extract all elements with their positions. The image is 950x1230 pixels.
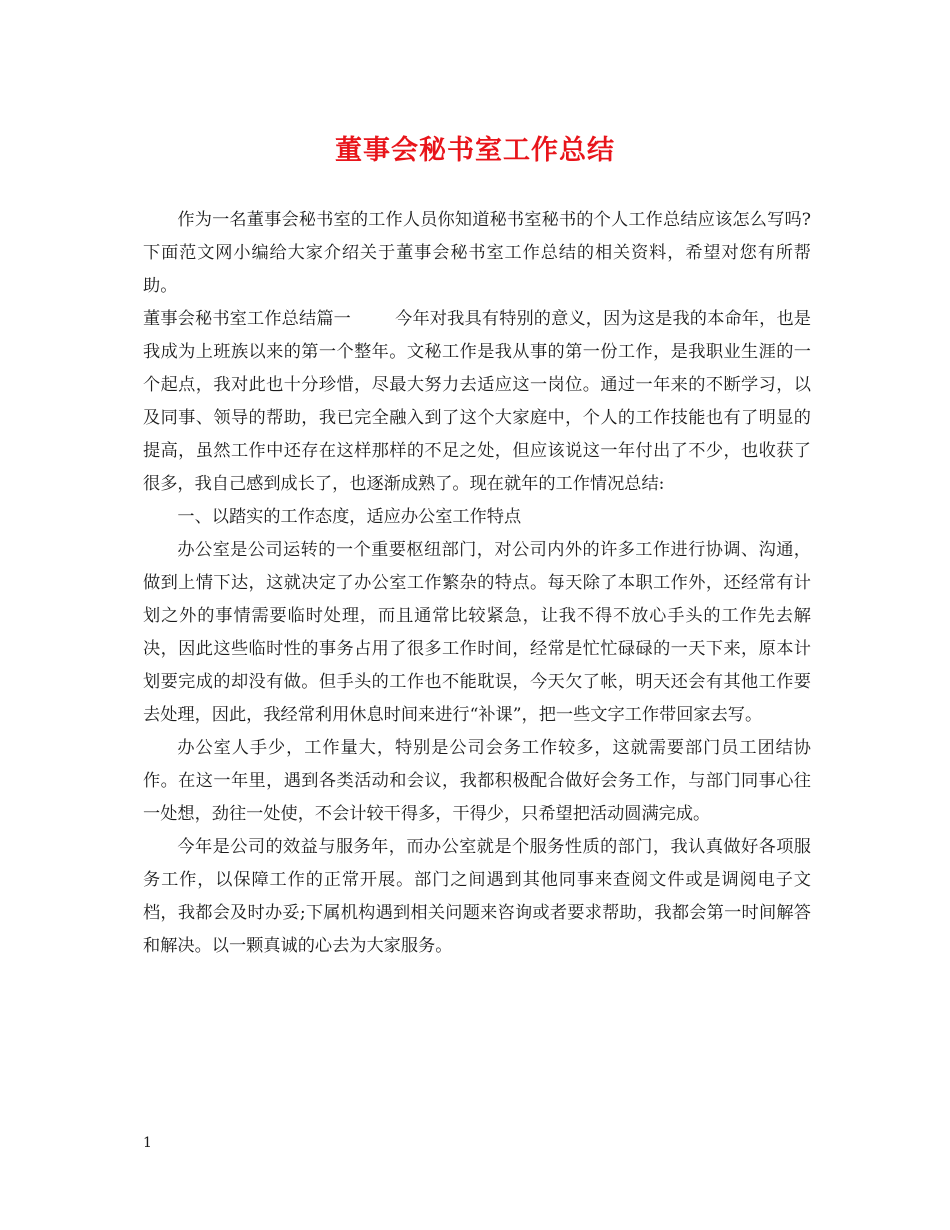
body-paragraph-2: 办公室人手少，工作量大，特别是公司会务工作较多，这就需要部门员工团结协作。在这一年里，遇到各类活动和会议，我都积极配合做好会务工作，与部门同事心往一处想，劲往一处使，不会计较干得多，干得少，只希望把活动圆满完成。 (143, 738, 811, 824)
body-paragraph-1: 办公室是公司运转的一个重要枢纽部门，对公司内外的许多工作进行协调、沟通，做到上情下达，这就决定了办公室工作繁杂的特点。每天除了本职工作外，还经常有计划之外的事情需要临时处理，而且通常比较紧急，让我不得不放心手头的工作先去解决，因此这些临时性的事务占用了很多工作时间，经常是忙忙碌碌的一天下来，原本计划要完成的却没有做。但手头的工作也不能耽误，今天欠了帐，明天还会有其他工作要去处理，因此，我经常利用休息时间来进行“补课”，把一些文字工作带回家去写。 (143, 540, 811, 725)
document-body (143, 204, 811, 963)
section-text: 今年对我具有特别的意义，因为这是我的本命年，也是我成为上班族以来的第一个整年。文秘工作是我从事的第一份工作，是我职业生涯的一个起点，我对此也十分珍惜，尽最大努力去适应这一岗位。通过一年来的不断学习，以及同事、领导的帮助，我已完全融入到了这个大家庭中，个人的工作技能也有了明显的提高，虽然工作中还存在这样那样的不足之处，但应该说这一年付出了不少，也收获了很多，我自己感到成长了，也逐渐成熟了。现在就年的工作情况总结: (143, 309, 811, 494)
section-heading: 一、以踏实的工作态度，适应办公室工作特点 (177, 507, 522, 527)
intro-paragraph: 作为一名董事会秘书室的工作人员你知道秘书室秘书的个人工作总结应该怎么写吗?下面范文网小编给大家介绍关于董事会秘书室工作总结的相关资料，希望对您有所帮助。 (143, 210, 811, 296)
document-title: 董事会秘书室工作总结 (335, 135, 615, 166)
section-paragraph (143, 303, 811, 501)
page-number: 1 (143, 1135, 152, 1151)
section-label: 董事会秘书室工作总结篇一 (143, 309, 351, 329)
body-paragraph-3: 今年是公司的效益与服务年，而办公室就是个服务性质的部门，我认真做好各项服务工作，以保障工作的正常开展。部门之间遇到其他同事来查阅文件或是调阅电子文档，我都会及时办妥;下属机构遇到相关问题来咨询或者要求帮助，我都会第一时间解答和解决。以一颗真诚的心去为大家服务。 (143, 837, 811, 956)
